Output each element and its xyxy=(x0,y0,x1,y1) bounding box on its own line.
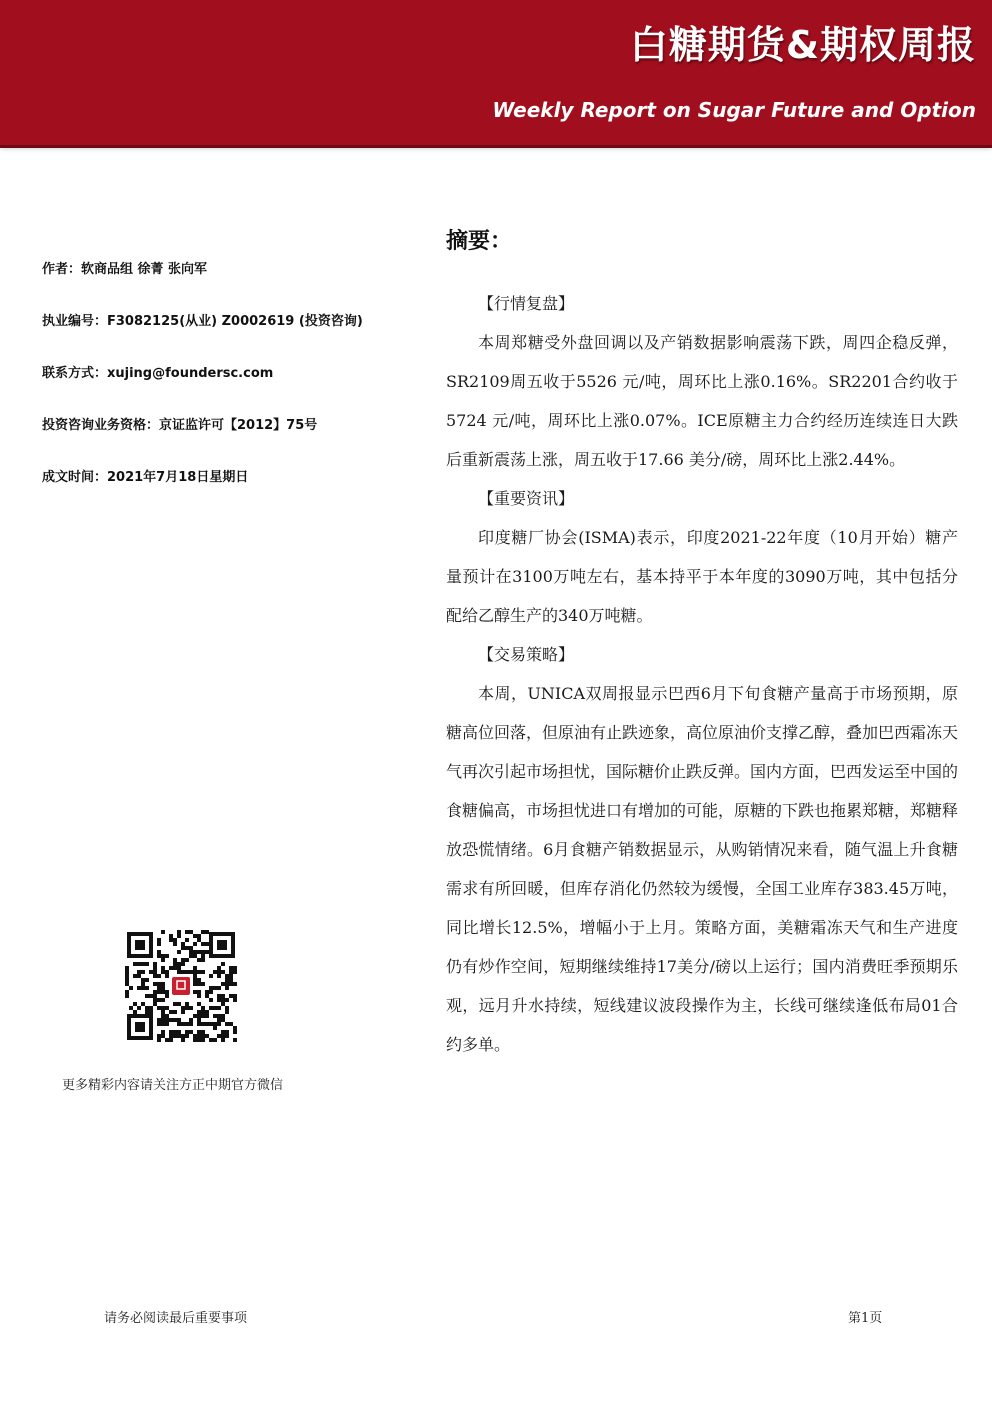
qr-caption: 更多精彩内容请关注方正中期官方微信 xyxy=(62,1078,284,1093)
qualification-line: 投资咨询业务资格：京证监许可【2012】75号 xyxy=(42,418,318,433)
section-body-news: 印度糖厂协会(ISMA)表示，印度2021-22年度（10月开始）糖产量预计在3100万吨左右，基本持平于本年度的3090万吨，其中包括分配给乙醇生产的340万吨糖。 xyxy=(446,528,958,625)
section-heading-market-review: 【行情复盘】 xyxy=(478,294,575,313)
brand-logo-icon xyxy=(172,977,190,995)
report-title-cn: 白糖期货&期权周报 xyxy=(629,23,976,67)
summary-title: 摘要： xyxy=(446,229,513,254)
footer-notice: 请务必阅读最后重要事项 xyxy=(104,1311,248,1326)
date-line: 成文时间：2021年7月18日星期日 xyxy=(42,470,249,485)
author-line: 作者：软商品组 徐菁 张向军 xyxy=(42,262,208,277)
section-heading-news: 【重要资讯】 xyxy=(478,489,575,508)
section-body-strategy: 本周，UNICA双周报显示巴西6月下旬食糖产量高于市场预期，原糖高位回落，但原油有止跌迹象，高位原油价支撑乙醇，叠加巴西霜冻天气再次引起市场担忧，国际糖价止跌反弹。国内方面，巴西发运至中国的食糖偏高，市场担忧进口有增加的可能，原糖的下跌也拖累郑糖，郑糖释放恐慌情绪。6月食糖产销数据显示，从购销情况来看，随气温上升食糖需求有所回暖，但库存消化仍然较为缓慢，全国工业库存383.45万吨，同比增长12.5%，增幅小于上月。策略方面，美糖霜冻天气和生产进度仍有炒作空间，短期继续维持17美分/磅以上运行；国内消费旺季预期乐观，远月升水持续，短线建议波段操作为主，长线可继续逢低布局01合约多单。 xyxy=(446,684,959,1054)
contact-line: 联系方式：xujing@foundersc.com xyxy=(42,366,274,381)
report-title-en: Weekly Report on Sugar Future and Option xyxy=(492,98,976,122)
summary-content xyxy=(446,284,958,1064)
author-info xyxy=(42,260,422,520)
report-header-banner xyxy=(0,0,992,145)
section-body-market-review: 本周郑糖受外盘回调以及产销数据影响震荡下跌，周四企稳反弹，SR2109周五收于5526 元/吨，周环比上涨0.16%。SR2201合约收于5724 元/吨，周环比上涨0.07%。ICE原糖主力合约经历连续连日大跌后重新震荡上涨，周五收于17.66 美分/磅，周环比上涨2.44%。 xyxy=(446,333,958,469)
license-line: 执业编号：F3082125(从业) Z0002619 (投资咨询) xyxy=(42,314,363,329)
wechat-qr-code xyxy=(125,930,237,1042)
header-divider xyxy=(0,145,992,148)
page-number: 第1页 xyxy=(848,1311,883,1326)
section-heading-strategy: 【交易策略】 xyxy=(478,645,575,664)
